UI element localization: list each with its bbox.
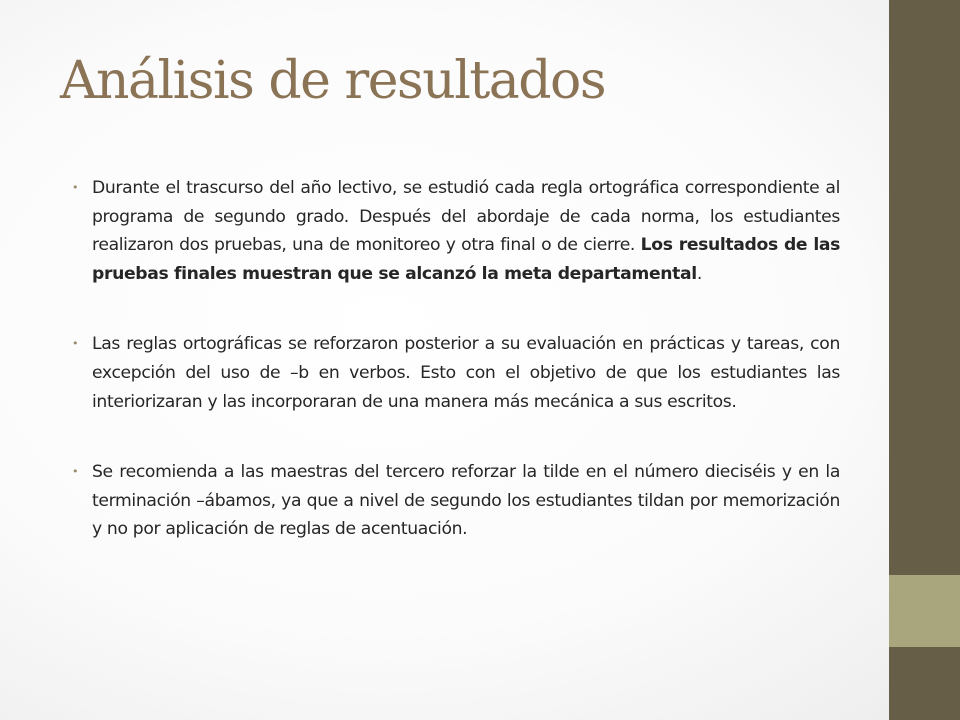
bullet-text-tail: . — [696, 263, 702, 284]
bullet-text: Las reglas ortográficas se reforzaron posterior a su evaluación en prácticas y tareas, con excepción del uso de –b en verbos. Esto con el objetivo de que los estudiantes las interiorizaran y las incorporaran de una manera más mecánica a sus escritos. — [92, 334, 840, 412]
bullet-bold-text: Los resultados de las pruebas finales muestran que se alcanzó la meta departamental — [92, 235, 840, 284]
bullet-icon: • — [72, 337, 79, 351]
bullet-item-3 — [72, 458, 840, 544]
bullet-icon: • — [72, 181, 79, 194]
bullet-text: Durante el trascurso del año lectivo, se estudió cada regla ortográfica correspondiente al programa de segundo grado. Después del abordaje de cada norma, los estudiantes realizaron dos pruebas, una de monitoreo y otra final o de cierre. — [92, 178, 840, 256]
bullet-icon: • — [72, 465, 79, 479]
bullet-item-2 — [72, 330, 840, 416]
sidebar-accent-block — [889, 575, 960, 647]
bullet-item-1 — [72, 174, 840, 288]
bullet-list — [72, 174, 840, 544]
slide-title: Análisis de resultados — [60, 51, 606, 111]
bullet-text: Se recomienda a las maestras del tercero reforzar la tilde en el número dieciséis y en la terminación –ábamos, ya que a nivel de segundo los estudiantes tildan por memorización y no por aplicación de reglas de acentuación. — [92, 462, 840, 540]
